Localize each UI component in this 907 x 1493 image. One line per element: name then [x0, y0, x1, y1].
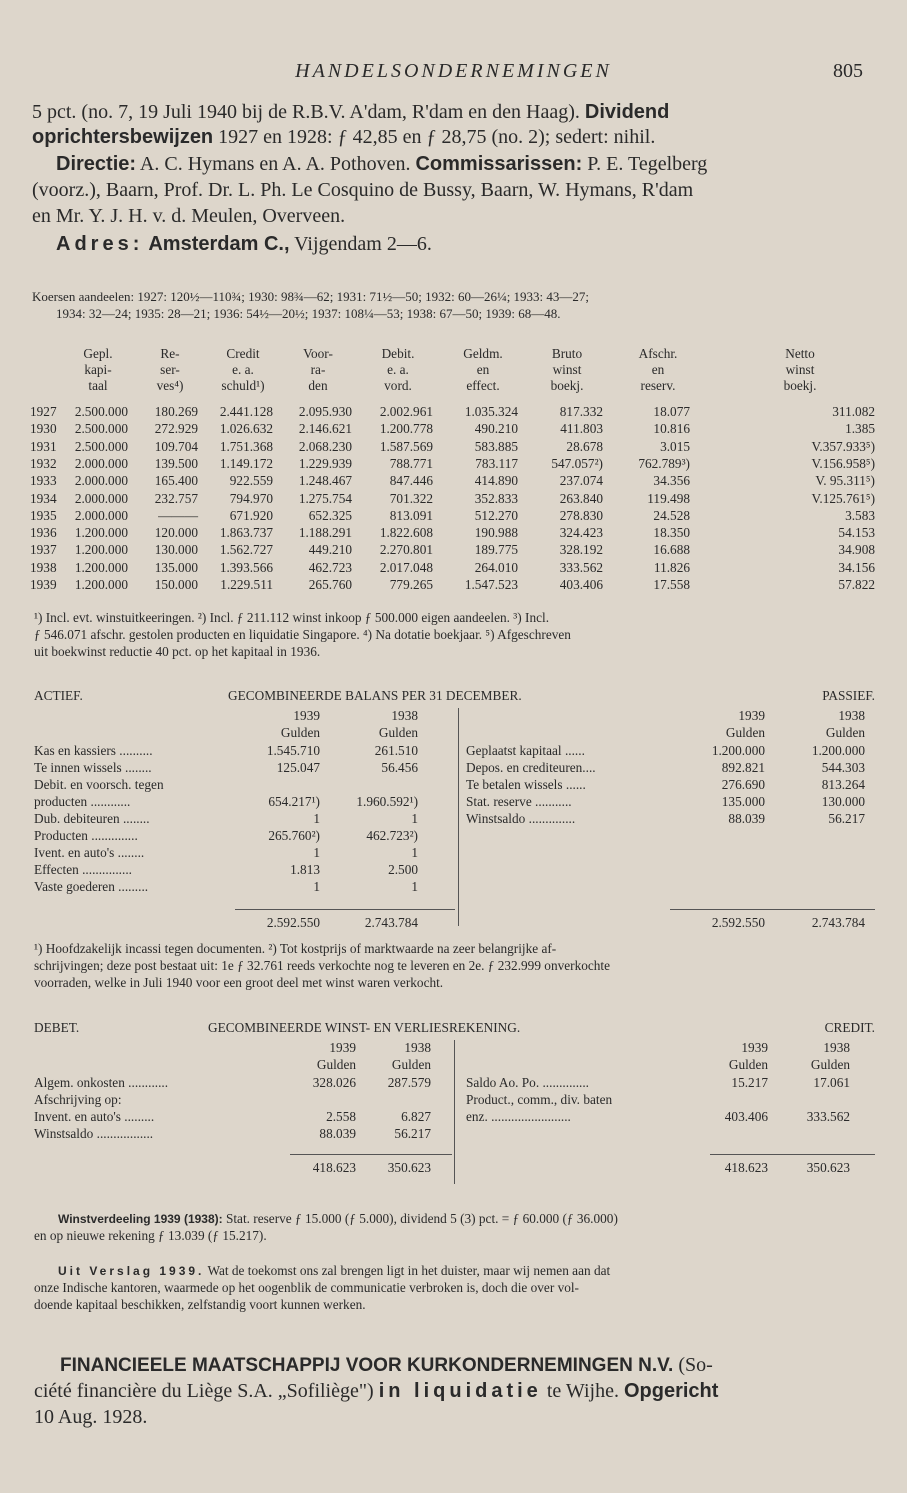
- profit-loss-title: GECOMBINEERDE WINST- EN VERLIESREKENING.: [208, 1020, 521, 1035]
- table-cell: 1.822.608: [379, 525, 433, 541]
- table-cell: 1.229.511: [220, 577, 273, 592]
- table-cell: 232.757: [154, 490, 198, 506]
- table-cell: 278.830: [559, 507, 603, 523]
- total-rule: [710, 1154, 875, 1155]
- row-label: Product., comm., div. baten: [466, 1092, 613, 1107]
- value-cell: 544.303: [821, 760, 865, 775]
- table-cell: V.357.933⁵): [811, 438, 875, 454]
- table-cell: 671.920: [229, 507, 273, 523]
- value-cell: 654.217¹): [268, 794, 320, 809]
- table-cell: 2.017.048: [379, 559, 433, 575]
- table-cell: 189.775: [474, 542, 518, 558]
- verslag-line-1: [58, 1262, 610, 1280]
- value-cell: 265.760²): [268, 828, 320, 843]
- column-header: den: [308, 378, 328, 393]
- table-cell: 922.559: [229, 473, 273, 489]
- adres-line: [56, 232, 432, 258]
- table-cell: 652.325: [308, 507, 352, 523]
- intro-line-2: [32, 125, 655, 151]
- year-cell: 1939: [30, 577, 57, 592]
- value-cell: 1: [313, 845, 320, 860]
- year-cell: 1937: [30, 542, 57, 558]
- year-cell: 1927: [30, 404, 57, 419]
- table-cell: 583.885: [474, 438, 518, 454]
- row-label: Debit. en voorsch. tegen: [34, 777, 164, 792]
- balance-sheet: [30, 688, 875, 933]
- column-header: Gepl.: [83, 346, 113, 361]
- table-cell: 547.057²): [551, 455, 603, 471]
- commissarissen-label: Commissarissen:: [415, 153, 583, 175]
- total-value: 350.623: [387, 1160, 431, 1175]
- company-text: (So-: [673, 1354, 713, 1376]
- value-cell: 1: [411, 879, 418, 894]
- verslag-label: Uit Verslag 1939.: [58, 1264, 205, 1278]
- winstverdeeling-line-2: en op nieuwe rekening ƒ 13.039 (ƒ 15.217).: [34, 1228, 267, 1243]
- table-cell: V. 95.311⁵): [815, 473, 875, 489]
- total-value: 2.592.550: [711, 915, 765, 930]
- table-cell: 490.210: [474, 421, 518, 437]
- running-header: [0, 60, 907, 90]
- column-header: e. a.: [232, 362, 254, 377]
- total-rule: [290, 1154, 452, 1155]
- adres-label: Adres:: [56, 233, 144, 255]
- year-cell: 1938: [30, 559, 57, 575]
- value-cell: 462.723²): [366, 828, 418, 843]
- table-cell: 352.833: [474, 490, 518, 506]
- unit-header: Gulden: [378, 725, 418, 740]
- verslag-line-3: doende kapitaal beschikken, zelfstandig voort kunnen werken.: [34, 1297, 366, 1312]
- column-header: Bruto: [551, 346, 583, 361]
- table-cell: 813.091: [389, 507, 433, 523]
- column-header: effect.: [466, 378, 500, 393]
- table-cell: 779.265: [389, 577, 433, 592]
- column-header: Geldm.: [463, 346, 503, 361]
- column-header: kapi-: [84, 362, 112, 377]
- total-rule: [670, 909, 875, 910]
- table-cell: 2.000.000: [74, 490, 128, 506]
- table-cell: 24.528: [653, 507, 690, 523]
- intro-line-5: en Mr. Y. J. H. v. d. Meulen, Overveen.: [32, 205, 346, 227]
- liquidation-status: in liquidatie: [378, 1380, 542, 1402]
- table-cell: 1.587.569: [379, 438, 433, 454]
- table-cell: 1.562.727: [219, 542, 273, 558]
- value-cell: 1.200.000: [711, 743, 765, 758]
- year-cell: 1936: [30, 525, 57, 541]
- year-header: 1939: [293, 708, 320, 723]
- value-cell: 1: [411, 845, 418, 860]
- table-cell: 165.400: [154, 473, 198, 489]
- table-cell: 18.350: [653, 525, 690, 541]
- row-label: Stat. reserve ...........: [466, 794, 572, 809]
- row-label: Producten ..............: [34, 828, 138, 843]
- table-cell: 17.558: [653, 577, 690, 592]
- total-value: 2.743.784: [811, 915, 865, 930]
- table-cell: 272.929: [154, 421, 198, 437]
- winstverdeeling-text: Stat. reserve ƒ 15.000 (ƒ 5.000), dividend 5 (3) pct. = ƒ 60.000 (ƒ 36.000): [222, 1211, 618, 1226]
- value-cell: 1.200.000: [811, 743, 865, 758]
- table-cell: 762.789³): [638, 455, 690, 471]
- table-cell: 263.840: [559, 490, 603, 506]
- table-cell: 701.322: [389, 490, 433, 506]
- column-header: e. a.: [387, 362, 409, 377]
- year-cell: 1933: [30, 473, 57, 489]
- table-cell: 139.500: [154, 455, 198, 471]
- table-cell: 1.188.291: [298, 525, 352, 541]
- column-header: schuld¹): [221, 378, 265, 393]
- table-cell: 847.446: [389, 473, 433, 489]
- value-cell: 56.456: [381, 760, 418, 775]
- value-cell: 1.545.710: [266, 743, 320, 758]
- value-cell: 17.061: [813, 1075, 850, 1090]
- value-cell: 1.960.592¹): [356, 794, 418, 809]
- next-entry-line-3: 10 Aug. 1928.: [34, 1406, 148, 1428]
- unit-header: Gulden: [316, 1057, 356, 1072]
- year-header: 1939: [738, 708, 765, 723]
- column-header: en: [476, 362, 490, 377]
- table-cell: 1.248.467: [298, 473, 352, 489]
- row-label: Vaste goederen .........: [34, 879, 149, 894]
- value-cell: 135.000: [721, 794, 765, 809]
- table-cell: 16.688: [653, 542, 690, 558]
- value-cell: 403.406: [724, 1109, 768, 1124]
- verslag-line-2: onze Indische kantoren, waarmede op het oogenblik de communicatie verbroken is, doch die over vol-: [34, 1280, 579, 1295]
- total-value: 418.623: [724, 1160, 768, 1175]
- total-value: 418.623: [312, 1160, 356, 1175]
- koersen-line-1: Koersen aandeelen: 1927: 120½—110¾; 1930: 98¾—62; 1931: 71½—50; 1932: 60—26¼; 1933: 43—27;: [32, 289, 590, 304]
- table-cell: 817.332: [559, 404, 603, 419]
- table-cell: 1.149.172: [219, 455, 273, 471]
- balance-note-3: voorraden, welke in Juli 1940 voor een groot deel met winst waren verkocht.: [34, 975, 444, 990]
- table-cell: 2.068.230: [298, 438, 352, 454]
- header-title: HANDELSONDERNEMINGEN: [295, 60, 612, 82]
- value-cell: 276.690: [721, 777, 765, 792]
- value-cell: 287.579: [387, 1075, 431, 1090]
- next-entry-line-2: [34, 1378, 718, 1404]
- column-header: taal: [88, 378, 108, 393]
- value-cell: 333.562: [806, 1109, 850, 1124]
- table-cell: 403.406: [559, 577, 603, 592]
- table-cell: 2.146.621: [298, 421, 352, 437]
- table-cell: 57.822: [838, 577, 875, 592]
- row-label: Dub. debiteuren ........: [34, 811, 150, 826]
- row-label: Winstsaldo ..............: [466, 811, 576, 826]
- table-cell: 2.000.000: [74, 455, 128, 471]
- table-cell: 10.816: [653, 421, 690, 437]
- year-cell: 1935: [30, 507, 57, 523]
- intro-text: 1927 en 1928: ƒ 42,85 en ƒ 28,75 (no. 2); sedert: nihil.: [213, 126, 656, 148]
- table-cell: 135.000: [154, 559, 198, 575]
- unit-header: Gulden: [825, 725, 865, 740]
- row-label: Depos. en crediteuren....: [466, 760, 596, 775]
- table-cell: 3.015: [660, 438, 690, 454]
- row-label: Winstsaldo .................: [34, 1126, 154, 1141]
- column-header: reserv.: [640, 378, 676, 393]
- company-text: te Wijhe.: [541, 1380, 624, 1402]
- table-cell: 788.771: [389, 455, 433, 471]
- table-cell: V.125.761⁵): [811, 490, 875, 506]
- table-cell: 1.547.523: [464, 577, 518, 592]
- adres-city: Amsterdam C.,: [148, 233, 290, 255]
- column-header: vord.: [384, 378, 412, 393]
- column-header: Voor-: [303, 346, 333, 361]
- column-header: Netto: [785, 346, 815, 361]
- column-header: ra-: [310, 362, 326, 377]
- year-header: 1939: [741, 1040, 768, 1055]
- table-cell: 414.890: [474, 473, 518, 489]
- table-cell: 2.500.000: [74, 404, 128, 419]
- value-cell: 261.510: [374, 743, 418, 758]
- row-label: Invent. en auto's .........: [34, 1109, 155, 1124]
- table-cell: 1.275.754: [298, 490, 352, 506]
- table-cell: 265.760: [308, 577, 352, 592]
- column-header: ves⁴): [156, 378, 184, 393]
- table-cell: 1.200.000: [74, 559, 128, 575]
- table-cell: 237.074: [559, 473, 603, 489]
- table-cell: 1.393.566: [219, 559, 273, 575]
- table-cell: 54.153: [838, 525, 875, 541]
- table-cell: 1.229.939: [298, 455, 352, 471]
- column-header: winst: [785, 362, 815, 377]
- table-cell: 1.385: [845, 421, 875, 437]
- verslag-text: Wat de toekomst ons zal brengen ligt in het duister, maar wij nemen aan dat: [204, 1263, 611, 1278]
- year-header: 1938: [823, 1040, 850, 1055]
- table-cell: 2.000.000: [74, 507, 128, 523]
- column-header: en: [651, 362, 665, 377]
- table-cell: 794.970: [229, 490, 273, 506]
- table-cell: 130.000: [154, 542, 198, 558]
- intro-text: 5 pct. (no. 7, 19 Juli 1940 bij de R.B.V. A'dam, R'dam en den Haag).: [32, 101, 585, 123]
- intro-line-4: (voorz.), Baarn, Prof. Dr. L. Ph. Le Cosquino de Bussy, Baarn, W. Hymans, R'dam: [32, 179, 694, 201]
- value-cell: 1.813: [290, 862, 320, 877]
- table-cell: 449.210: [308, 542, 352, 558]
- value-cell: 892.821: [721, 760, 765, 775]
- year-cell: 1932: [30, 455, 57, 471]
- company-text: ciété financière du Liège S.A. „Sofiliège"): [34, 1380, 379, 1402]
- table-cell: 333.562: [559, 559, 603, 575]
- year-cell: 1934: [30, 490, 57, 506]
- table-cell: 1.035.324: [464, 404, 518, 419]
- value-cell: 130.000: [821, 794, 865, 809]
- column-header: ser-: [160, 362, 180, 377]
- table-cell: 2.270.801: [379, 542, 433, 558]
- table-cell: 1.200.000: [74, 577, 128, 592]
- table-cell: 18.077: [653, 404, 690, 419]
- unit-header: Gulden: [280, 725, 320, 740]
- row-label: Ivent. en auto's ........: [34, 845, 145, 860]
- profit-loss-divider: [454, 1040, 455, 1184]
- company-name: FINANCIEELE MAATSCHAPPIJ VOOR KURKONDERNEMINGEN N.V.: [60, 1355, 674, 1376]
- table-cell: 150.000: [154, 577, 198, 592]
- table-cell: 120.000: [154, 525, 198, 541]
- unit-header: Gulden: [810, 1057, 850, 1072]
- table-cell: 2.000.000: [74, 473, 128, 489]
- value-cell: 2.558: [326, 1109, 356, 1124]
- table-cell: ———: [158, 507, 198, 523]
- value-cell: 88.039: [319, 1126, 356, 1141]
- table-cell: 1.863.737: [219, 525, 273, 541]
- total-value: 2.592.550: [266, 915, 320, 930]
- table-cell: 1.200.000: [74, 525, 128, 541]
- column-header: Re-: [160, 346, 180, 361]
- table-cell: 109.704: [154, 438, 198, 454]
- profit-loss-account: [30, 1020, 875, 1190]
- table-note-1: ¹) Incl. evt. winstuitkeeringen. ²) Incl. ƒ 211.112 winst inkoop ƒ 500.000 eigen aandeelen. ³) Incl.: [34, 610, 550, 625]
- table-cell: 34.356: [653, 473, 690, 489]
- row-label: Afschrijving op:: [34, 1092, 122, 1107]
- total-value: 350.623: [806, 1160, 850, 1175]
- table-cell: 2.441.128: [219, 404, 273, 419]
- total-value: 2.743.784: [364, 915, 418, 930]
- year-header: 1938: [391, 708, 418, 723]
- column-header: boekj.: [550, 378, 584, 393]
- table-cell: 190.988: [474, 525, 518, 541]
- table-cell: 264.010: [474, 559, 518, 575]
- table-cell: 328.192: [559, 542, 603, 558]
- column-header: winst: [552, 362, 582, 377]
- total-rule: [235, 909, 455, 910]
- table-cell: 34.908: [838, 542, 875, 558]
- row-label: Te innen wissels ........: [34, 760, 152, 775]
- unit-header: Gulden: [391, 1057, 431, 1072]
- intro-bold: Dividend: [584, 101, 670, 123]
- table-cell: 1.751.368: [219, 438, 273, 454]
- intro-line-1: [32, 100, 669, 126]
- year-header: 1938: [838, 708, 865, 723]
- intro-line-3: [56, 152, 707, 178]
- debet-label: DEBET.: [34, 1020, 80, 1035]
- column-header: Credit: [226, 346, 260, 361]
- table-cell: 411.803: [560, 421, 603, 437]
- table-cell: 119.498: [647, 490, 690, 506]
- balance-note-2: schrijvingen; deze post bestaat uit: 1e ƒ 32.761 reeds verkochte nog te leveren en 2e. ƒ 232.999 onverkochte: [34, 958, 611, 973]
- table-cell: 2.095.930: [298, 404, 352, 419]
- row-label: Algem. onkosten ............: [34, 1075, 169, 1090]
- table-cell: 28.678: [566, 438, 603, 454]
- year-header: 1938: [404, 1040, 431, 1055]
- column-header: Debit.: [381, 346, 415, 361]
- table-cell: 1.200.000: [74, 542, 128, 558]
- table-note-3: uit boekwinst reductie 40 pct. op het kapitaal in 1936.: [34, 644, 321, 659]
- value-cell: 1: [313, 879, 320, 894]
- balance-title: GECOMBINEERDE BALANS PER 31 DECEMBER.: [228, 688, 522, 703]
- table-cell: 462.723: [308, 559, 352, 575]
- page-number: 805: [833, 60, 863, 82]
- table-cell: 1.026.632: [219, 421, 273, 437]
- passief-label: PASSIEF.: [822, 688, 875, 703]
- row-label: Geplaatst kapitaal ......: [466, 743, 585, 758]
- table-note-2: ƒ 546.071 afschr. gestolen producten en liquidatie Singapore. ⁴) Na dotatie boekjaar. ⁵) Afgeschreven: [34, 627, 571, 642]
- value-cell: 15.217: [731, 1075, 768, 1090]
- table-cell: 324.423: [559, 525, 603, 541]
- table-cell: 180.269: [154, 404, 198, 419]
- balance-note-1: ¹) Hoofdzakelijk incassi tegen documenten. ²) Tot kostprijs of marktwaarde na zeer belangrijke af-: [34, 941, 557, 956]
- adres-street: Vijgendam 2—6.: [289, 233, 432, 255]
- value-cell: 813.264: [821, 777, 865, 792]
- actief-label: ACTIEF.: [34, 688, 83, 703]
- row-label: producten ............: [34, 794, 131, 809]
- row-label: Saldo Ao. Po. ..............: [466, 1075, 590, 1090]
- value-cell: 56.217: [394, 1126, 431, 1141]
- koersen-line-2: 1934: 32—24; 1935: 28—21; 1936: 54½—20½; 1937: 108¼—53; 1938: 67—50; 1939: 68—48.: [56, 306, 561, 321]
- row-label: Kas en kassiers ..........: [34, 743, 153, 758]
- column-header: boekj.: [783, 378, 817, 393]
- table-cell: 311.082: [832, 404, 875, 419]
- value-cell: 328.026: [312, 1075, 356, 1090]
- unit-header: Gulden: [725, 725, 765, 740]
- value-cell: 125.047: [276, 760, 320, 775]
- winstverdeeling-line-1: [58, 1210, 618, 1228]
- year-header: 1939: [329, 1040, 356, 1055]
- table-cell: V.156.958⁵): [811, 455, 875, 471]
- table-cell: 11.826: [653, 559, 690, 575]
- year-cell: 1930: [30, 421, 57, 437]
- table-cell: 2.500.000: [74, 438, 128, 454]
- table-cell: 783.117: [475, 455, 518, 471]
- table-cell: 1.200.778: [379, 421, 433, 437]
- directie-label: Directie:: [56, 153, 137, 175]
- value-cell: 2.500: [388, 862, 418, 877]
- value-cell: 1: [313, 811, 320, 826]
- next-entry-line-1: [60, 1352, 713, 1379]
- table-cell: 2.500.000: [74, 421, 128, 437]
- balance-divider: [458, 708, 459, 926]
- value-cell: 1: [411, 811, 418, 826]
- table-cell: 2.002.961: [379, 404, 433, 419]
- table-cell: 512.270: [474, 507, 518, 523]
- table-cell: 3.583: [845, 507, 875, 523]
- value-cell: 56.217: [828, 811, 865, 826]
- row-label: enz. ........................: [466, 1109, 571, 1124]
- value-cell: 6.827: [401, 1109, 431, 1124]
- winstverdeeling-label: Winstverdeeling 1939 (1938):: [58, 1212, 223, 1226]
- year-cell: 1931: [30, 438, 57, 454]
- credit-label: CREDIT.: [824, 1020, 875, 1035]
- value-cell: 88.039: [728, 811, 765, 826]
- unit-header: Gulden: [728, 1057, 768, 1072]
- row-label: Effecten ...............: [34, 862, 132, 877]
- intro-bold: oprichtersbewijzen: [32, 126, 214, 148]
- column-header: Afschr.: [638, 346, 678, 361]
- intro-text: A. C. Hymans en A. A. Pothoven.: [136, 153, 416, 175]
- row-label: Te betalen wissels ......: [466, 777, 586, 792]
- intro-text: P. E. Tegelberg: [582, 153, 708, 175]
- table-cell: 34.156: [838, 559, 875, 575]
- financial-history-table: [30, 346, 875, 602]
- opgericht-label: Opgericht: [623, 1380, 719, 1402]
